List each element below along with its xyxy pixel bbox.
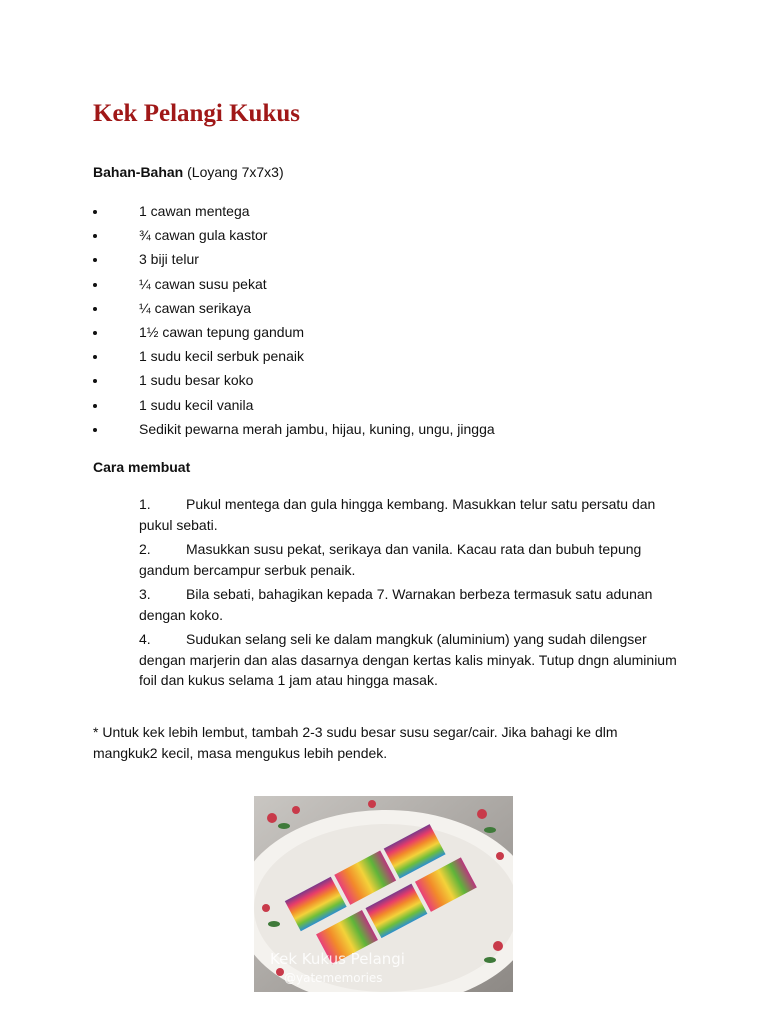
method-heading: Cara membuat: [93, 459, 191, 475]
photo-watermark: @yatememories: [284, 971, 383, 985]
page-title: Kek Pelangi Kukus: [93, 100, 300, 127]
step-text: Masukkan susu pekat, serikaya dan vanila. Kacau rata dan bubuh tepung gandum bercampur serbuk penaik.: [139, 541, 642, 578]
list-item: ¼ cawan susu pekat: [93, 274, 495, 298]
step-text: Pukul mentega dan gula hingga kembang. Masukkan telur satu persatu dan pukul sebati.: [139, 496, 656, 533]
list-item: [139, 584, 679, 625]
list-item: 3 biji telur: [93, 249, 495, 273]
steps-list: [139, 494, 679, 695]
list-item: [139, 494, 679, 535]
cake-photo: [254, 796, 513, 992]
list-item: 1 sudu kecil vanila: [93, 395, 495, 419]
list-item: ¼ cawan serikaya: [93, 298, 495, 322]
step-text: Sudukan selang seli ke dalam mangkuk (aluminium) yang sudah dilengser dengan marjerin dan alas dasarnya dengan kertas kalis minyak. Tutup dngn aluminium foil dan kukus selama 1 jam atau hingga masak.: [139, 631, 677, 688]
ingredients-heading-line: [93, 164, 284, 180]
ingredients-note: (Loyang 7x7x3): [187, 164, 284, 180]
step-text: Bila sebati, bahagikan kepada 7. Warnakan berbeza termasuk satu adunan dengan koko.: [139, 586, 653, 623]
tip-note: * Untuk kek lebih lembut, tambah 2-3 sudu besar susu segar/cair. Jika bahagi ke dlm mangkuk2 kecil, masa mengukus lebih pendek.: [93, 724, 618, 761]
list-item: [139, 629, 679, 691]
step-number: 2.: [139, 541, 151, 557]
step-number: 1.: [139, 496, 151, 512]
photo-caption: Kek Kukus Pelangi: [270, 950, 405, 968]
ingredients-list: [93, 201, 495, 443]
list-item: 1½ cawan tepung gandum: [93, 322, 495, 346]
list-item: 1 sudu besar koko: [93, 370, 495, 394]
list-item: Sedikit pewarna merah jambu, hijau, kuning, ungu, jingga: [93, 419, 495, 443]
step-number: 4.: [139, 631, 151, 647]
list-item: [139, 539, 679, 580]
ingredients-heading: Bahan-Bahan: [93, 164, 184, 180]
step-number: 3.: [139, 586, 151, 602]
list-item: 1 sudu kecil serbuk penaik: [93, 346, 495, 370]
list-item: 1 cawan mentega: [93, 201, 495, 225]
list-item: ¾ cawan gula kastor: [93, 225, 495, 249]
method-heading-line: [93, 459, 190, 475]
